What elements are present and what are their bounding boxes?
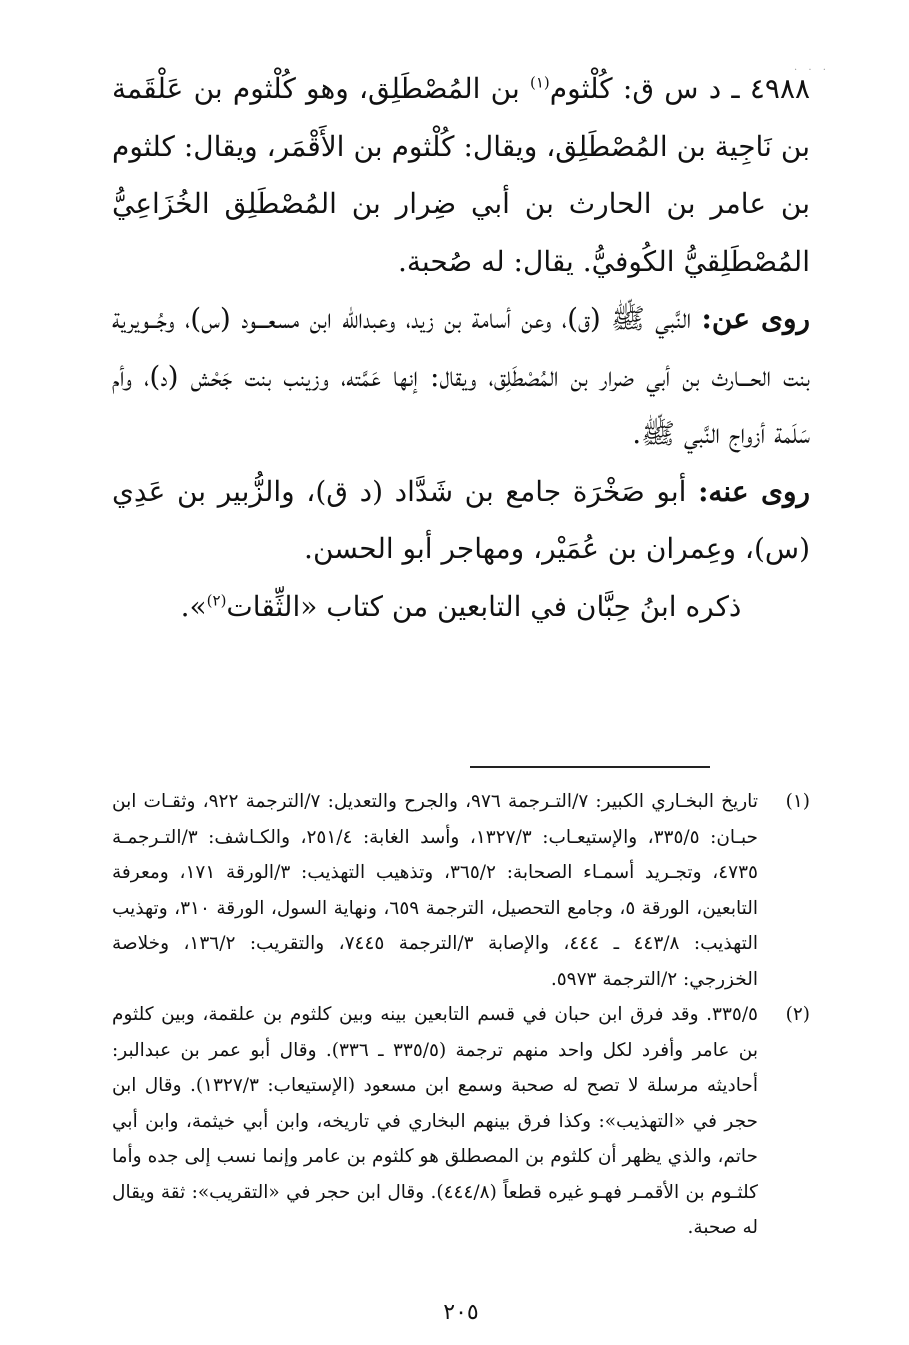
entry-paragraph xyxy=(112,60,810,290)
narrated-by-paragraph xyxy=(112,463,810,578)
footnote-number: (٢) xyxy=(785,1004,810,1025)
narrated-by-text: أبو صَخْرَة جامع بن شَدَّاد (د ق)، والزُّبير بن عَدِي (س)، وعِمران بن عُمَيْر، ومهاجر أبو الحسن. xyxy=(112,474,810,565)
footnote-ref-2: (٢) xyxy=(206,591,227,610)
narrates-from-paragraph xyxy=(112,290,810,463)
footnotes xyxy=(112,784,810,1246)
footnote-ref-1: (١) xyxy=(530,73,550,92)
mention-end: ». xyxy=(180,589,207,623)
mention-text: ذكره ابنُ حِبَّان في التابعين من كتاب «الثِّقات xyxy=(226,589,742,623)
entry-number: ٤٩٨٨ xyxy=(749,72,811,105)
footnote-text: تاريخ البخـاري الكبير: ٧/التـرجمة ٩٧٦، والجرح والتعديل: ٧/الترجمة ٩٢٢، وثقـات ابن حبـان: ٣٣٥/٥، والإستيعـاب: ١٣٢٧/٣، وأسد الغابة: ٢٥١/٤، والكـاشف: ٣/التـرجمـة ٤٧٣٥، وتجـريد أسمـاء الصحابة: ٣٦٥/٢، وتذهيب التهذيب: ٣/الورقة ١٧١، ومعرفة التابعين، الورقة ٥، وجامع التحصيل، الترجمة ٦٥٩، ونهاية السول، الورقة ٣١٠، وتهذيب التهذيب: ٤٤٣/٨ ـ ٤٤٤، والإصابة ٣/الترجمة ٧٤٤٥، والتقريب: ١٣٦/٢، وخلاصة الخزرجي: ٢/الترجمة ٥٩٧٣. xyxy=(112,791,759,990)
narrates-from-label: روى عن: xyxy=(701,302,810,335)
main-text xyxy=(112,60,810,635)
mention-paragraph xyxy=(112,578,810,636)
entry-codes: د س ق: xyxy=(622,72,722,105)
narrated-by-label: روى عنه: xyxy=(698,474,811,508)
entry-body: بن المُصْطَلِق، وهو كُلْثوم بن عَلْقَمة بن نَاجِية بن المُصْطَلِق، ويقال: كُلْثوم بن الأَقْمَر، ويقال: كلثوم بن عامر بن الحارث بن أبي ضِرار بن المُصْطَلِق الخُزَاعِيُّ المُصْطَلِقيُّ الكُوفيُّ. يقال: له صُحبة. xyxy=(112,72,810,278)
footnote-text: ٣٣٥/٥. وقد فرق ابن حبان في قسم التابعين بينه وبين كلثوم بن علقمة، وبين كلثوم بن عامر وأفرد لكل واحد منهم ترجمة (٣٣٥/٥ ـ ٣٣٦). وقال أبو عمر بن عبدالبر: أحاديثه مرسلة لا تصح له صحبة وسمع ابن مسعود (الإستيعاب: ١٣٢٧/٣). وقال ابن حجر في «التهذيب»: وكذا فرق بينهم البخاري في تاريخه، وابن أبي خيثمة، وابن أبي حاتم، والذي يظهر أن كلثوم بن المصطلق هو كلثوم بن عامر وإنما نسب إلى جده وأما كلثـوم بن الأقمـر فهـو غيره قطعاً (٤٤٤/٨). وقال ابن حجر في «التقريب»: ثقة ويقال له صحبة. xyxy=(112,1004,758,1238)
footnote-divider xyxy=(470,766,710,768)
footnote-2 xyxy=(112,997,810,1246)
page xyxy=(112,60,811,1325)
entry-separator: ـ xyxy=(731,72,740,105)
narrates-from-text: النَّبي ﷺ (ق)، وعن أسامة بن زيد، وعبدالله ابن مسعـــود (س)، وجُــويرية بنت الحـــارث بن أبي ضرار بن المُصْطَلِق، ويقال: إنها عَمَّته، وزينب بنت جَحْش (د)، وأم سَلَمة أزواج النَّبي ﷺ. xyxy=(112,302,810,450)
page-number: ٢٠٥ xyxy=(443,1300,479,1325)
footnote-number: (١) xyxy=(785,791,810,812)
entry-name: كُلْثوم xyxy=(549,72,613,105)
footnote-1 xyxy=(112,784,810,997)
scan-specks: . . . xyxy=(794,62,830,73)
